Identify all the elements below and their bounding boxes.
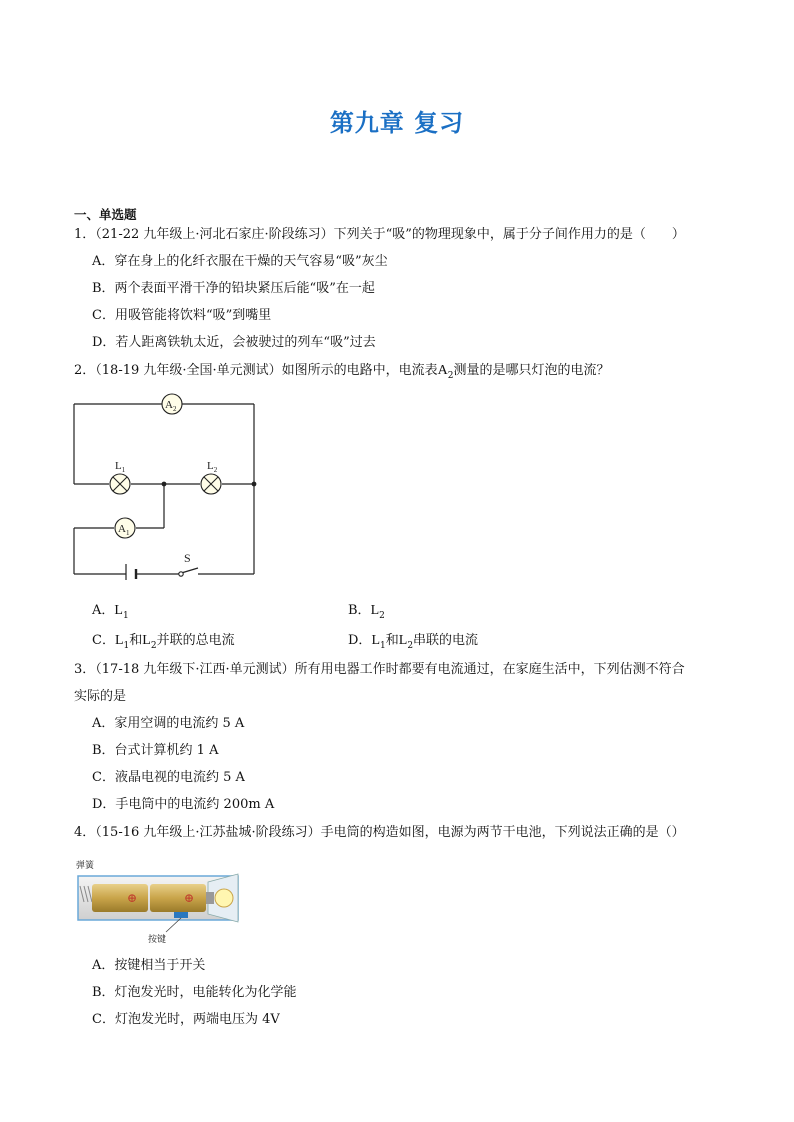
question-1-option-b: B．两个表面平滑干净的铅块紧压后能“吸”在一起 — [92, 281, 375, 296]
question-3-option-d: D．手电筒中的电流约 200m A — [92, 797, 275, 812]
flashlight-figure — [74, 856, 246, 948]
question-4-option-c: C．灯泡发光时，两端电压为 4V — [92, 1012, 280, 1027]
question-2-option-d: D．$L_1$和$L_2$串联的电流 — [348, 633, 479, 651]
battery-plus-icon: ⊕ — [127, 891, 138, 905]
switch-label: S — [184, 551, 191, 565]
question-3-option-a: A．家用空调的电流约 5 A — [92, 716, 245, 731]
question-2-option-a: A．$L_1$ — [92, 603, 129, 621]
page-title: 第九章 复习 — [329, 109, 465, 137]
push-button — [174, 912, 188, 918]
ammeter-symbol: A — [437, 363, 448, 378]
question-3-option-c: C．液晶电视的电流约 5 A — [92, 770, 245, 785]
bulb-base — [206, 892, 214, 904]
ammeter-a1 — [115, 518, 135, 538]
question-1-stem: 1．（21-22 九年级上·河北石家庄·阶段练习）下列关于“吸”的物理现象中，属于分子间作用力的是（ ） — [74, 227, 685, 242]
question-1-option-a: A．穿在身上的化纤衣服在干燥的天气容易“吸”灰尘 — [92, 254, 388, 269]
battery-plus-icon: ⊕ — [184, 891, 195, 905]
ammeter-a2 — [162, 394, 182, 414]
svg-text:L1: $L_1$ — [115, 460, 126, 474]
lamp-l1 — [110, 460, 130, 494]
question-4-option-b: B．灯泡发光时，电能转化为化学能 — [92, 985, 297, 1000]
question-1-option-d: D．若人距离铁轨太近，会被驶过的列车“吸”过去 — [92, 335, 376, 350]
battery-2 — [150, 884, 206, 912]
question-3-option-b: B．台式计算机约 1 A — [92, 743, 219, 758]
button-label: 按键 — [148, 934, 167, 944]
question-3-stem-line2: 实际的是 — [74, 689, 127, 704]
section-heading: 一、单选题 — [74, 207, 137, 222]
bulb-icon — [215, 889, 233, 907]
junction-dot — [162, 482, 167, 487]
switch-contact — [179, 572, 183, 576]
question-2-stem-pre: 2．（18-19 九年级·全国·单元测试）如图所示的电路中，电流表 — [74, 363, 438, 378]
question-2-option-b: B．$L_2$ — [348, 603, 385, 621]
battery-1 — [92, 884, 148, 912]
spring-label: 弹簧 — [76, 860, 95, 870]
question-4-option-a: A．按键相当于开关 — [92, 958, 206, 973]
question-2-stem — [74, 362, 610, 381]
circuit-diagram — [66, 390, 266, 580]
question-4-stem: 4．（15-16 九年级上·江苏盐城·阶段练习）手电筒的构造如图，电源为两节干电池，下列说法正确的是（） — [74, 825, 685, 840]
question-1-option-c: C．用吸管能将饮料“吸”到嘴里 — [92, 308, 272, 323]
svg-text:A1: $A_1$ — [118, 523, 130, 537]
svg-text:L2: $L_2$ — [207, 460, 218, 474]
lamp-l2 — [201, 460, 221, 494]
question-2-stem-post: 测量的是哪只灯泡的电流？ — [453, 363, 610, 378]
junction-dot — [252, 482, 257, 487]
question-3-stem-line1: 3．（17-18 九年级下·江西·单元测试）所有用电器工作时都要有电流通过，在家庭生活中，下列估测不符合 — [74, 662, 685, 677]
question-2-option-c: C．$L_1$和$L_2$并联的总电流 — [92, 633, 235, 651]
ammeter-subscript: 2 — [447, 371, 454, 381]
svg-text:A2: $A_2$ — [165, 399, 177, 413]
